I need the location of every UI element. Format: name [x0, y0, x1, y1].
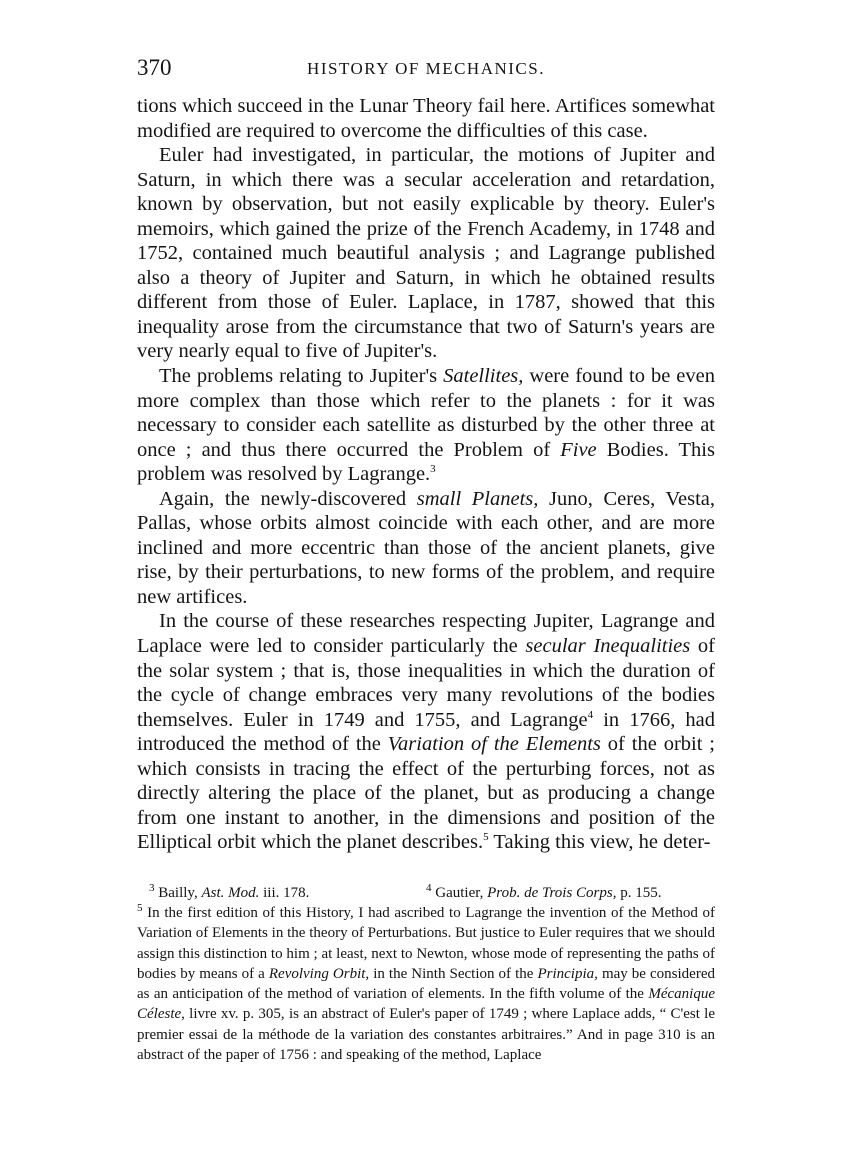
- page-header: [137, 55, 715, 85]
- text-run: livre xv. p. 305, is an abstract of Euler's paper of 1749 ; where Laplace adds, “ C'est le premier essai de la méthode de la variation des constantes arbitraires.” And in page 310 is an abstract of the paper of 1756 : and speaking of the method, Laplace: [137, 1006, 715, 1064]
- paragraph-3: [137, 364, 715, 487]
- paragraph-1: tions which succeed in the Lunar Theory fail here. Artifices somewhat modified are required to overcome the difficulties of this case.: [137, 95, 715, 142]
- footnote-3: [149, 883, 309, 903]
- emphasis: small Planets,: [416, 487, 539, 510]
- footnote-ref-3: 3: [430, 463, 436, 476]
- footnote-mark: 3: [149, 882, 155, 894]
- text-run: In the course of these researches respecting Jupiter, Lagrange and Laplace were led to consider particularly the: [137, 610, 715, 658]
- text-run: p. 155.: [616, 885, 662, 901]
- emphasis: Principia,: [537, 965, 598, 982]
- text-run: iii. 178.: [259, 885, 310, 901]
- footnote-mark: 5: [137, 902, 143, 914]
- emphasis: Variation of the Elements: [387, 733, 601, 756]
- text-run: Bailly,: [154, 885, 202, 901]
- page-number: 370: [137, 55, 172, 80]
- emphasis: Five: [560, 438, 597, 461]
- text-run: in 1766, had introduced the method of the: [137, 708, 715, 756]
- emphasis: Ast. Mod.: [201, 885, 260, 901]
- text-run: of the solar system ; that is, those inequalities in which the duration of the cycle of change embraces very many revolutions of the bodies themselves. Euler in 1749 and 1755, and Lagrange: [137, 635, 715, 731]
- footnote-mark: 4: [426, 882, 432, 894]
- text-run: Taking this view, he deter-: [488, 831, 711, 854]
- running-head: HISTORY OF MECHANICS.: [307, 59, 545, 78]
- text-run: may be considered as an anticipation of the method of variation of elements. In the fifth volume of the: [137, 965, 715, 1003]
- body-text: [137, 94, 715, 855]
- footnote-ref-4: 4: [587, 708, 594, 721]
- paragraph-4: [137, 487, 715, 610]
- emphasis: Satellites,: [443, 365, 524, 388]
- emphasis: Prob. de Trois Corps,: [487, 885, 617, 901]
- text-run: Gautier,: [431, 885, 488, 901]
- paragraph-5: [137, 609, 715, 854]
- text-run: Again, the newly-discovered: [159, 487, 417, 510]
- paragraph-2: Euler had investigated, in particular, the motions of Jupiter and Saturn, in which there was a secular acceleration and retardation, known by observation, but not easily explicable by theory. Euler's memoirs, which gained the prize of the French Academy, in 1748 and 1752, contained much beautiful analysis ; and Lagrange published also a theory of Jupiter and Saturn, in which he obtained results different from those of Euler. Laplace, in 1787, showed that this inequality arose from the circumstance that two of Saturn's years are very nearly equal to five of Jupiter's.: [137, 144, 715, 363]
- text-run: in the Ninth Section of the: [369, 965, 538, 982]
- footnote-4: [426, 883, 661, 903]
- footnote-ref-5: 5: [483, 831, 489, 844]
- text-run: In the first edition of this History, I had ascribed to Lagrange the invention of the Method of Variation of Elements in the theory of Perturbations. But justice to Euler requires that we should assign this distinction to him ; at least, next to Newton, whose mode of representing the paths of bodies by means of a: [137, 905, 715, 982]
- text-run: The problems relating to Jupiter's: [159, 365, 444, 388]
- footnote-5: [137, 903, 715, 1065]
- text-run: of the orbit ; which consists in tracing the effect of the perturbing forces, not as directly altering the place of the planet, but as producing a change from one instant to another, in the dimensions and position of the Elliptical orbit which the planet describes.: [137, 733, 715, 854]
- emphasis: secular Inequalities: [525, 635, 691, 658]
- emphasis: Mécanique Céleste,: [137, 986, 715, 1023]
- text-run: Bodies. This problem was resolved by Lagrange.: [137, 438, 715, 486]
- emphasis: Revolving Orbit,: [268, 965, 370, 982]
- text-run: were found to be even more complex than those which refer to the planets : for it was necessary to consider each satellite as disturbed by the other three at once ; and thus there occurred the Problem of: [137, 365, 715, 461]
- text-run: Juno, Ceres, Vesta, Pallas, whose orbits almost coincide with each other, and are more inclined and more eccentric than those of the ancient planets, give rise, by their perturbations, to new forms of the problem, and require new artifices.: [137, 487, 715, 608]
